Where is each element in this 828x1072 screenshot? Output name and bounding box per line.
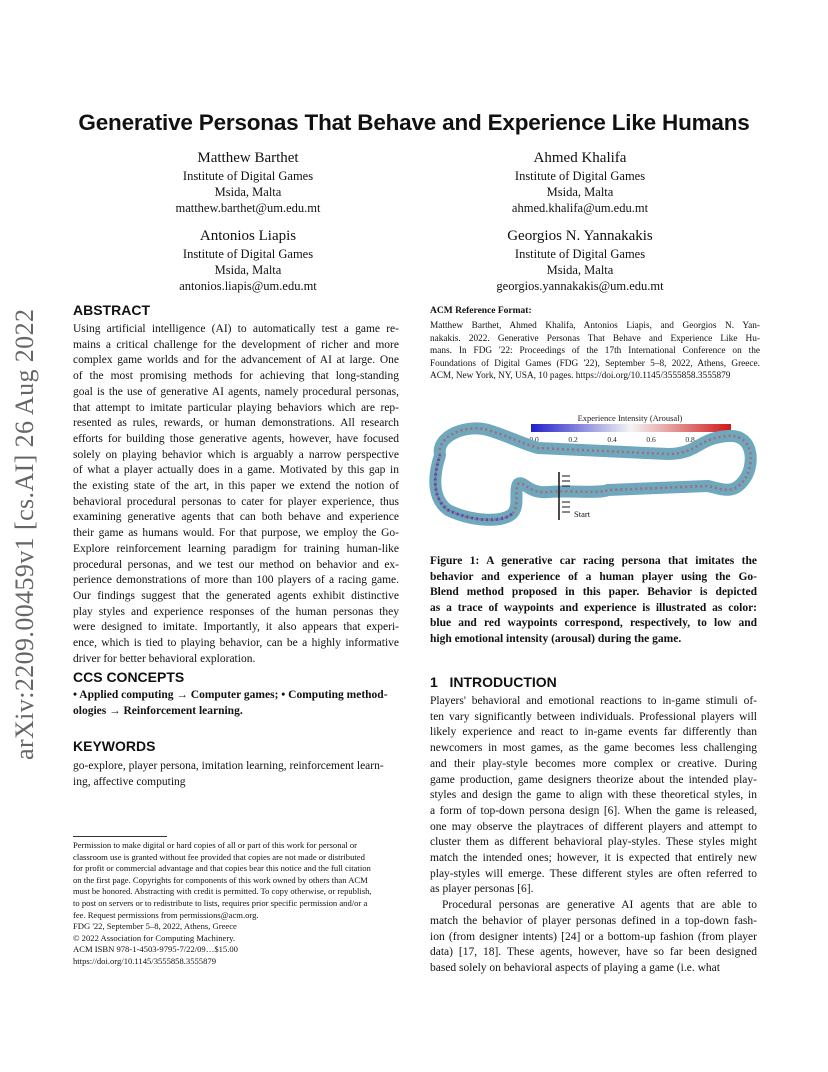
intro-line: based solely on behavioral aspects of playing a game (i.e. what xyxy=(430,961,720,974)
author-location: Msida, Malta xyxy=(546,185,614,199)
abstract-line: procedural personas, and we test our method on behavior and ex- xyxy=(73,558,399,571)
acm-ref-line: nakakis. 2022. Generative Personas That Behave and Experience Like Hu- xyxy=(430,333,760,344)
acm-ref-line: ACM, New York, NY, USA, 10 pages. https://doi.org/10.1145/3555858.3555879 xyxy=(430,371,731,382)
author-affiliation: Institute of Digital Games xyxy=(514,169,646,183)
abstract-line: Using artificial intelligence (AI) to automatically test a game re- xyxy=(73,323,399,335)
permission-line: Permission to make digital or hard copies of all or part of this work for personal or xyxy=(73,840,358,850)
arxiv-stamp: arXiv:2209.00459v1 [cs.AI] 26 Aug 2022 xyxy=(10,308,39,760)
colorbar-tick: 0.2 xyxy=(568,435,578,444)
abstract-line: examining generative agents that can both behave and experience xyxy=(73,511,399,524)
ccs-body xyxy=(73,688,399,719)
acm-ref-body xyxy=(430,320,760,383)
permission-line: FDG '22, September 5–8, 2022, Athens, Greece xyxy=(73,921,237,932)
caption-line: as a trace of waypoints and experience is illustrated as color: xyxy=(430,601,757,614)
permission-line: https://doi.org/10.1145/3555858.3555879 xyxy=(73,955,216,966)
abstract-line: solely on playing behavior which is arguably a narrow perspective xyxy=(73,448,399,461)
abstract-line: resented as rules, rewards, or human demonstrations. All research xyxy=(73,417,399,430)
author-name: Georgios N. Yannakakis xyxy=(507,228,653,244)
colorbar-label: Experience Intensity (Arousal) xyxy=(577,413,683,423)
author-name: Matthew Barthet xyxy=(197,150,299,166)
permission-line: classroom use is granted without fee provided that copies are not made or distributed xyxy=(73,851,365,862)
keywords-heading: KEYWORDS xyxy=(73,738,156,754)
intro-line: a form of top-down persona design [6]. When the game is released, xyxy=(430,804,757,817)
abstract-line: play styles and experience responses of the human personas they xyxy=(73,605,399,618)
permission-line: must be honored. Abstracting with credit is permitted. To copy otherwise, or republish, xyxy=(73,886,372,897)
permission-line: on the first page. Copyrights for components of this work owned by others than ACM xyxy=(73,874,368,885)
ccs-heading: CCS CONCEPTS xyxy=(73,669,185,685)
abstract-line: driver for better behavioral exploration. xyxy=(73,652,256,665)
permission-notice xyxy=(73,840,399,968)
author-location: Msida, Malta xyxy=(214,185,282,199)
intro-line: data) [17, 18]. These agents, however, have so far been designed xyxy=(430,946,757,959)
intro-line: match the behavior of player personas defined in a top-down fash- xyxy=(430,914,757,927)
permission-line: ACM ISBN 978-1-4503-9795-7/22/09…$15.00 xyxy=(73,944,238,955)
author-affiliation: Institute of Digital Games xyxy=(182,169,314,183)
abstract-body xyxy=(73,322,399,667)
author-location: Msida, Malta xyxy=(546,263,614,277)
intro-line: ten vary significantly between individuals. Professional players will xyxy=(430,710,757,723)
start-label: Start xyxy=(574,509,591,519)
intro-line: newcomers in most games, as the game becomes less challenging xyxy=(430,742,757,755)
abstract-line: ence, which is tied to playing behavior, can be a highly informative xyxy=(73,637,399,650)
caption-line: blue and red waypoints correspond, respectively, to low and xyxy=(430,617,757,630)
intro-line: play-styles will emerge. These different styles are often referred to xyxy=(430,867,757,880)
abstract-line: that attempt to imitate particular playing behaviors which are rep- xyxy=(73,401,399,414)
colorbar-tick: 1.0 xyxy=(724,435,734,444)
author-email: georgios.yannakakis@um.edu.mt xyxy=(496,279,664,293)
acm-ref-line: mans. In FDG '22: Proceedings of the 17th International Conference on the xyxy=(430,346,760,357)
abstract-line: Explore reinforcement learning paradigm for training human-like xyxy=(73,542,399,555)
caption-line: Blend method proposed in this paper. Behavior is depicted xyxy=(430,586,757,599)
author-email: ahmed.khalifa@um.edu.mt xyxy=(511,201,649,215)
abstract-heading: ABSTRACT xyxy=(73,302,150,318)
permission-line: for profit or commercial advantage and that copies bear this notice and the full citation xyxy=(73,863,371,874)
abstract-line: Our findings suggest that the generated agents exhibit distinctive xyxy=(73,589,399,602)
intro-body xyxy=(430,694,757,977)
section-number: 1 xyxy=(430,674,438,690)
intro-line: styles and design the game to align with these theoretical styles, in xyxy=(430,789,757,802)
author-email: antonios.liapis@um.edu.mt xyxy=(179,279,317,293)
figure-caption xyxy=(430,554,757,648)
intro-line: match the intended ones; however, it is expected that entirely new xyxy=(430,852,757,865)
abstract-line: of the most promising methods for achieving that long-standing xyxy=(73,370,399,383)
abstract-line: perience demonstrations of more than 100 players of a racing game. xyxy=(73,574,399,587)
intro-line: game production, game designers theorize about the intended play- xyxy=(430,773,757,786)
caption-line: high emotional intensity (arousal) during the game. xyxy=(430,632,682,645)
permission-line: to post on servers or to redistribute to lists, requires prior specific permission and/or a xyxy=(73,897,368,908)
author-affiliation: Institute of Digital Games xyxy=(182,247,314,261)
race-track-figure xyxy=(428,410,758,535)
intro-line: Players' behavioral and emotional reactions to in-game stimuli of- xyxy=(430,695,757,707)
ccs-line: • Applied computing → Computer games; • Computing method- xyxy=(73,689,388,701)
abstract-line: behavioral procedural personas to cater for player experience, thus xyxy=(73,495,399,508)
abstract-line: their game as humans would. For that purpose, we employ the Go- xyxy=(73,527,399,540)
abstract-line: complex game worlds and for the advancement of AI at large. One xyxy=(73,354,399,367)
intro-line: likely experience and react to in-game events far differently than xyxy=(430,726,757,739)
intro-line: cluster them as different behavioral play-styles. These styles might xyxy=(430,836,757,849)
intro-heading xyxy=(430,674,557,690)
abstract-line: goal is the use of generative AI agents, namely procedural personas, xyxy=(73,385,399,398)
acm-ref-line: Matthew Barthet, Ahmed Khalifa, Antonios Liapis, and Georgios N. Yan- xyxy=(430,321,760,331)
colorbar xyxy=(531,424,731,432)
intro-line: one may observe the playtraces of different players and attempt to xyxy=(430,820,757,833)
caption-line: Figure 1: A generative car racing persona that imitates the xyxy=(430,555,757,567)
author-affiliation: Institute of Digital Games xyxy=(514,247,646,261)
abstract-line: the existing state of the art, in this paper we extend the notion of xyxy=(73,480,399,493)
acm-ref-heading: ACM Reference Format: xyxy=(430,306,532,316)
footnote-rule xyxy=(73,836,167,837)
intro-line: Procedural personas are generative AI agents that are able to xyxy=(442,899,757,912)
author-email: matthew.barthet@um.edu.mt xyxy=(175,201,321,215)
author-name: Ahmed Khalifa xyxy=(533,150,627,166)
colorbar-tick: 0.0 xyxy=(529,435,539,444)
intro-line: as player personas [6]. xyxy=(430,883,534,896)
author-block xyxy=(450,226,710,294)
colorbar-tick: 0.4 xyxy=(607,435,617,444)
author-name: Antonios Liapis xyxy=(199,228,297,244)
intro-line: and their play-style becomes more complex or creative. During xyxy=(430,757,757,770)
race-track xyxy=(435,428,750,519)
ccs-line: ologies → Reinforcement learning. xyxy=(73,704,243,717)
caption-line: behavior and experience of a human player using the Go- xyxy=(430,570,757,583)
keywords-line: ing, affective computing xyxy=(73,775,186,788)
abstract-line: were designed to imitate. Importantly, it also appears that experi- xyxy=(73,621,399,634)
keywords-line: go-explore, player persona, imitation learning, reinforcement learn- xyxy=(73,760,384,772)
section-title: INTRODUCTION xyxy=(449,674,557,690)
abstract-line: efforts for building those generative agents, however, have focused xyxy=(73,432,399,445)
intro-line: ion (from designer intents) [24] or a bottom-up fashion (from player xyxy=(430,930,757,943)
colorbar-tick: 0.8 xyxy=(685,435,695,444)
author-block xyxy=(118,148,378,216)
permission-line: © 2022 Association for Computing Machinery. xyxy=(73,932,236,943)
author-block xyxy=(118,226,378,294)
abstract-line: of what a player actually does in a game. Motivated by this gap in xyxy=(73,464,399,477)
colorbar-tick: 0.6 xyxy=(646,435,656,444)
author-block xyxy=(450,148,710,216)
paper-title: Generative Personas That Behave and Experience Like Humans xyxy=(78,110,750,135)
keywords-body xyxy=(73,759,399,790)
acm-ref-line: Foundations of Digital Games (FDG '22), September 5–8, 2022, Athens, Greece. xyxy=(430,358,760,369)
author-location: Msida, Malta xyxy=(214,263,282,277)
permission-line: fee. Request permissions from permissions@acm.org. xyxy=(73,909,259,920)
abstract-line: mains a critical challenge for the development of richer and more xyxy=(73,338,399,351)
